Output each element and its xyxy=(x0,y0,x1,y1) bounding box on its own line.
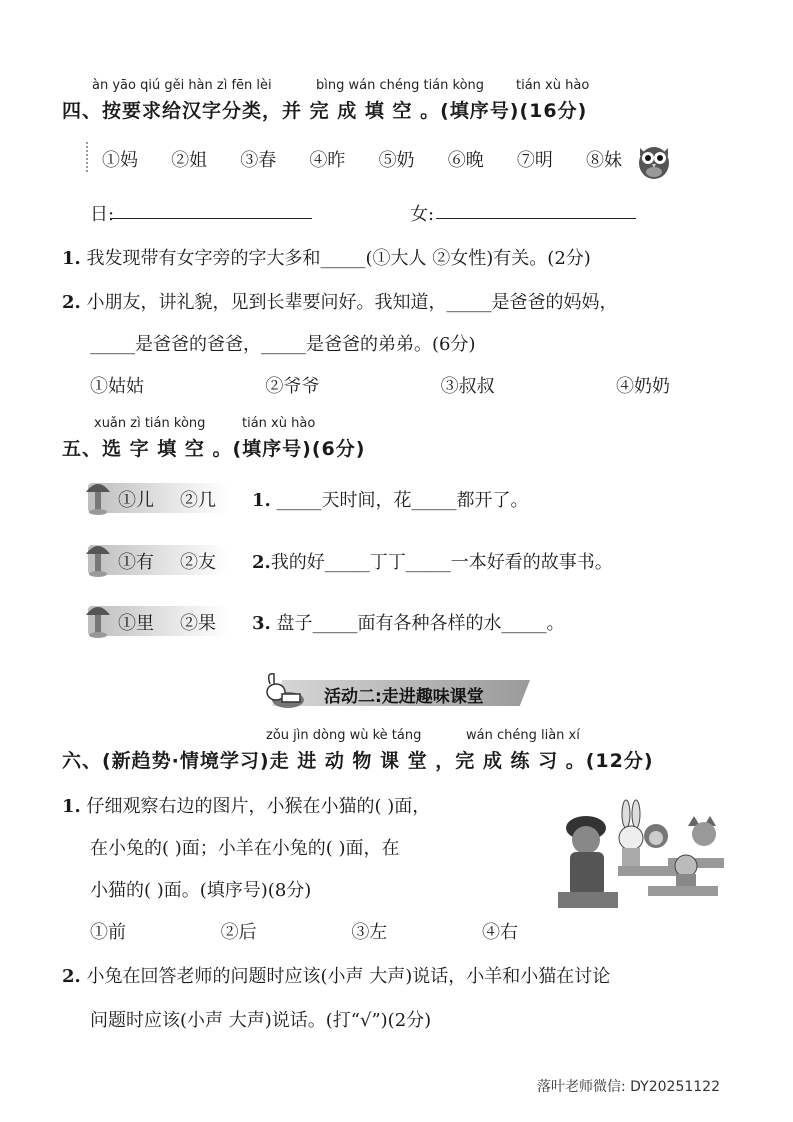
choice-a: ①有 xyxy=(118,552,154,573)
option-item: ③左 xyxy=(351,922,388,943)
pinyin-line: xuǎn zì tián kòng xyxy=(94,416,206,431)
question-4-2b: _____是爸爸的爸爸，_____是爸爸的弟弟。(6分) xyxy=(90,334,476,355)
question-6-2a: 2. 小兔在回答老师的问题时应该(小声 大声)说话，小羊和小猫在讨论 xyxy=(62,966,611,987)
pinyin-line: àn yāo qiú gěi hàn zì fēn lèi xyxy=(92,78,272,93)
option-item: ①前 xyxy=(90,922,126,943)
question-4-2a: 2. 小朋友，讲礼貌，见到长辈要问好。我知道，_____是爸爸的妈妈， xyxy=(62,292,618,313)
question-5-3: 3. 盘子_____面有各种各样的水_____。 xyxy=(252,613,565,634)
answer-line[interactable] xyxy=(436,218,636,219)
footer-contact: 落叶老师微信: DY20251122 xyxy=(537,1079,720,1095)
mushroom-icon xyxy=(84,538,112,578)
rabbit-reading-icon xyxy=(262,670,308,710)
char-item: ⑧妹 xyxy=(585,150,622,171)
category-ri-label: 日: xyxy=(90,204,115,225)
question-5-2: 2.我的好_____丁丁_____一本好看的故事书。 xyxy=(252,552,613,573)
answer-line[interactable] xyxy=(112,218,312,219)
pinyin-line: bìng wán chéng tián kòng xyxy=(316,78,485,93)
option-item: ③叔叔 xyxy=(440,376,495,397)
choice-b: ②几 xyxy=(180,490,216,511)
option-item: ②爷爷 xyxy=(265,376,320,397)
classroom-illustration xyxy=(548,788,734,914)
option-item: ④右 xyxy=(481,922,518,943)
option-list xyxy=(90,372,670,398)
pinyin-line: zǒu jìn dòng wù kè táng xyxy=(266,728,422,743)
char-item: ④昨 xyxy=(309,150,346,171)
section-5-title: 五、选 字 填 空 。(填序号)(6分) xyxy=(62,438,366,460)
owl-icon xyxy=(636,140,672,180)
option-list xyxy=(90,918,518,944)
question-5-1: 1. _____天时间，花_____都开了。 xyxy=(252,490,529,511)
pinyin-line: tián xù hào xyxy=(516,78,590,93)
activity-title: 活动二:走进趣味课堂 xyxy=(324,687,484,707)
choice-a: ①儿 xyxy=(118,490,154,511)
char-item: ⑥晚 xyxy=(447,150,484,171)
char-item: ⑤奶 xyxy=(378,150,415,171)
bracket-left xyxy=(86,142,90,172)
question-6-2b: 问题时应该(小声 大声)说话。(打“√”)(2分) xyxy=(90,1010,432,1031)
question-6-1b: 在小兔的( )面；小羊在小兔的( )面，在 xyxy=(90,838,400,859)
question-6-1a: 1. 仔细观察右边的图片，小猴在小猫的( )面， xyxy=(62,796,431,817)
choice-a: ①里 xyxy=(118,613,154,634)
char-item: ①妈 xyxy=(102,150,138,171)
question-4-1: 1. 我发现带有女字旁的字大多和_____(①大人 ②女性)有关。(2分) xyxy=(62,248,591,269)
char-item: ②姐 xyxy=(171,150,208,171)
question-6-1c: 小猫的( )面。(填序号)(8分) xyxy=(90,880,312,901)
option-item: ②后 xyxy=(220,922,257,943)
choice-b: ②友 xyxy=(180,552,216,573)
option-item: ①姑姑 xyxy=(90,376,144,397)
choice-b: ②果 xyxy=(180,613,216,634)
section-4-title: 四、按要求给汉字分类，并 完 成 填 空 。(填序号)(16分) xyxy=(62,100,588,122)
char-item: ⑦明 xyxy=(516,150,553,171)
mushroom-icon xyxy=(84,599,112,639)
option-item: ④奶奶 xyxy=(615,376,670,397)
category-nv-label: 女: xyxy=(410,204,435,225)
mushroom-icon xyxy=(84,476,112,516)
pinyin-line: wán chéng liàn xí xyxy=(466,728,580,743)
char-item: ③春 xyxy=(240,150,277,171)
char-list xyxy=(102,146,622,172)
section-6-title: 六、(新趋势·情境学习)走 进 动 物 课 堂 ，完 成 练 习 。(12分) xyxy=(62,750,654,772)
pinyin-line: tián xù hào xyxy=(242,416,316,431)
